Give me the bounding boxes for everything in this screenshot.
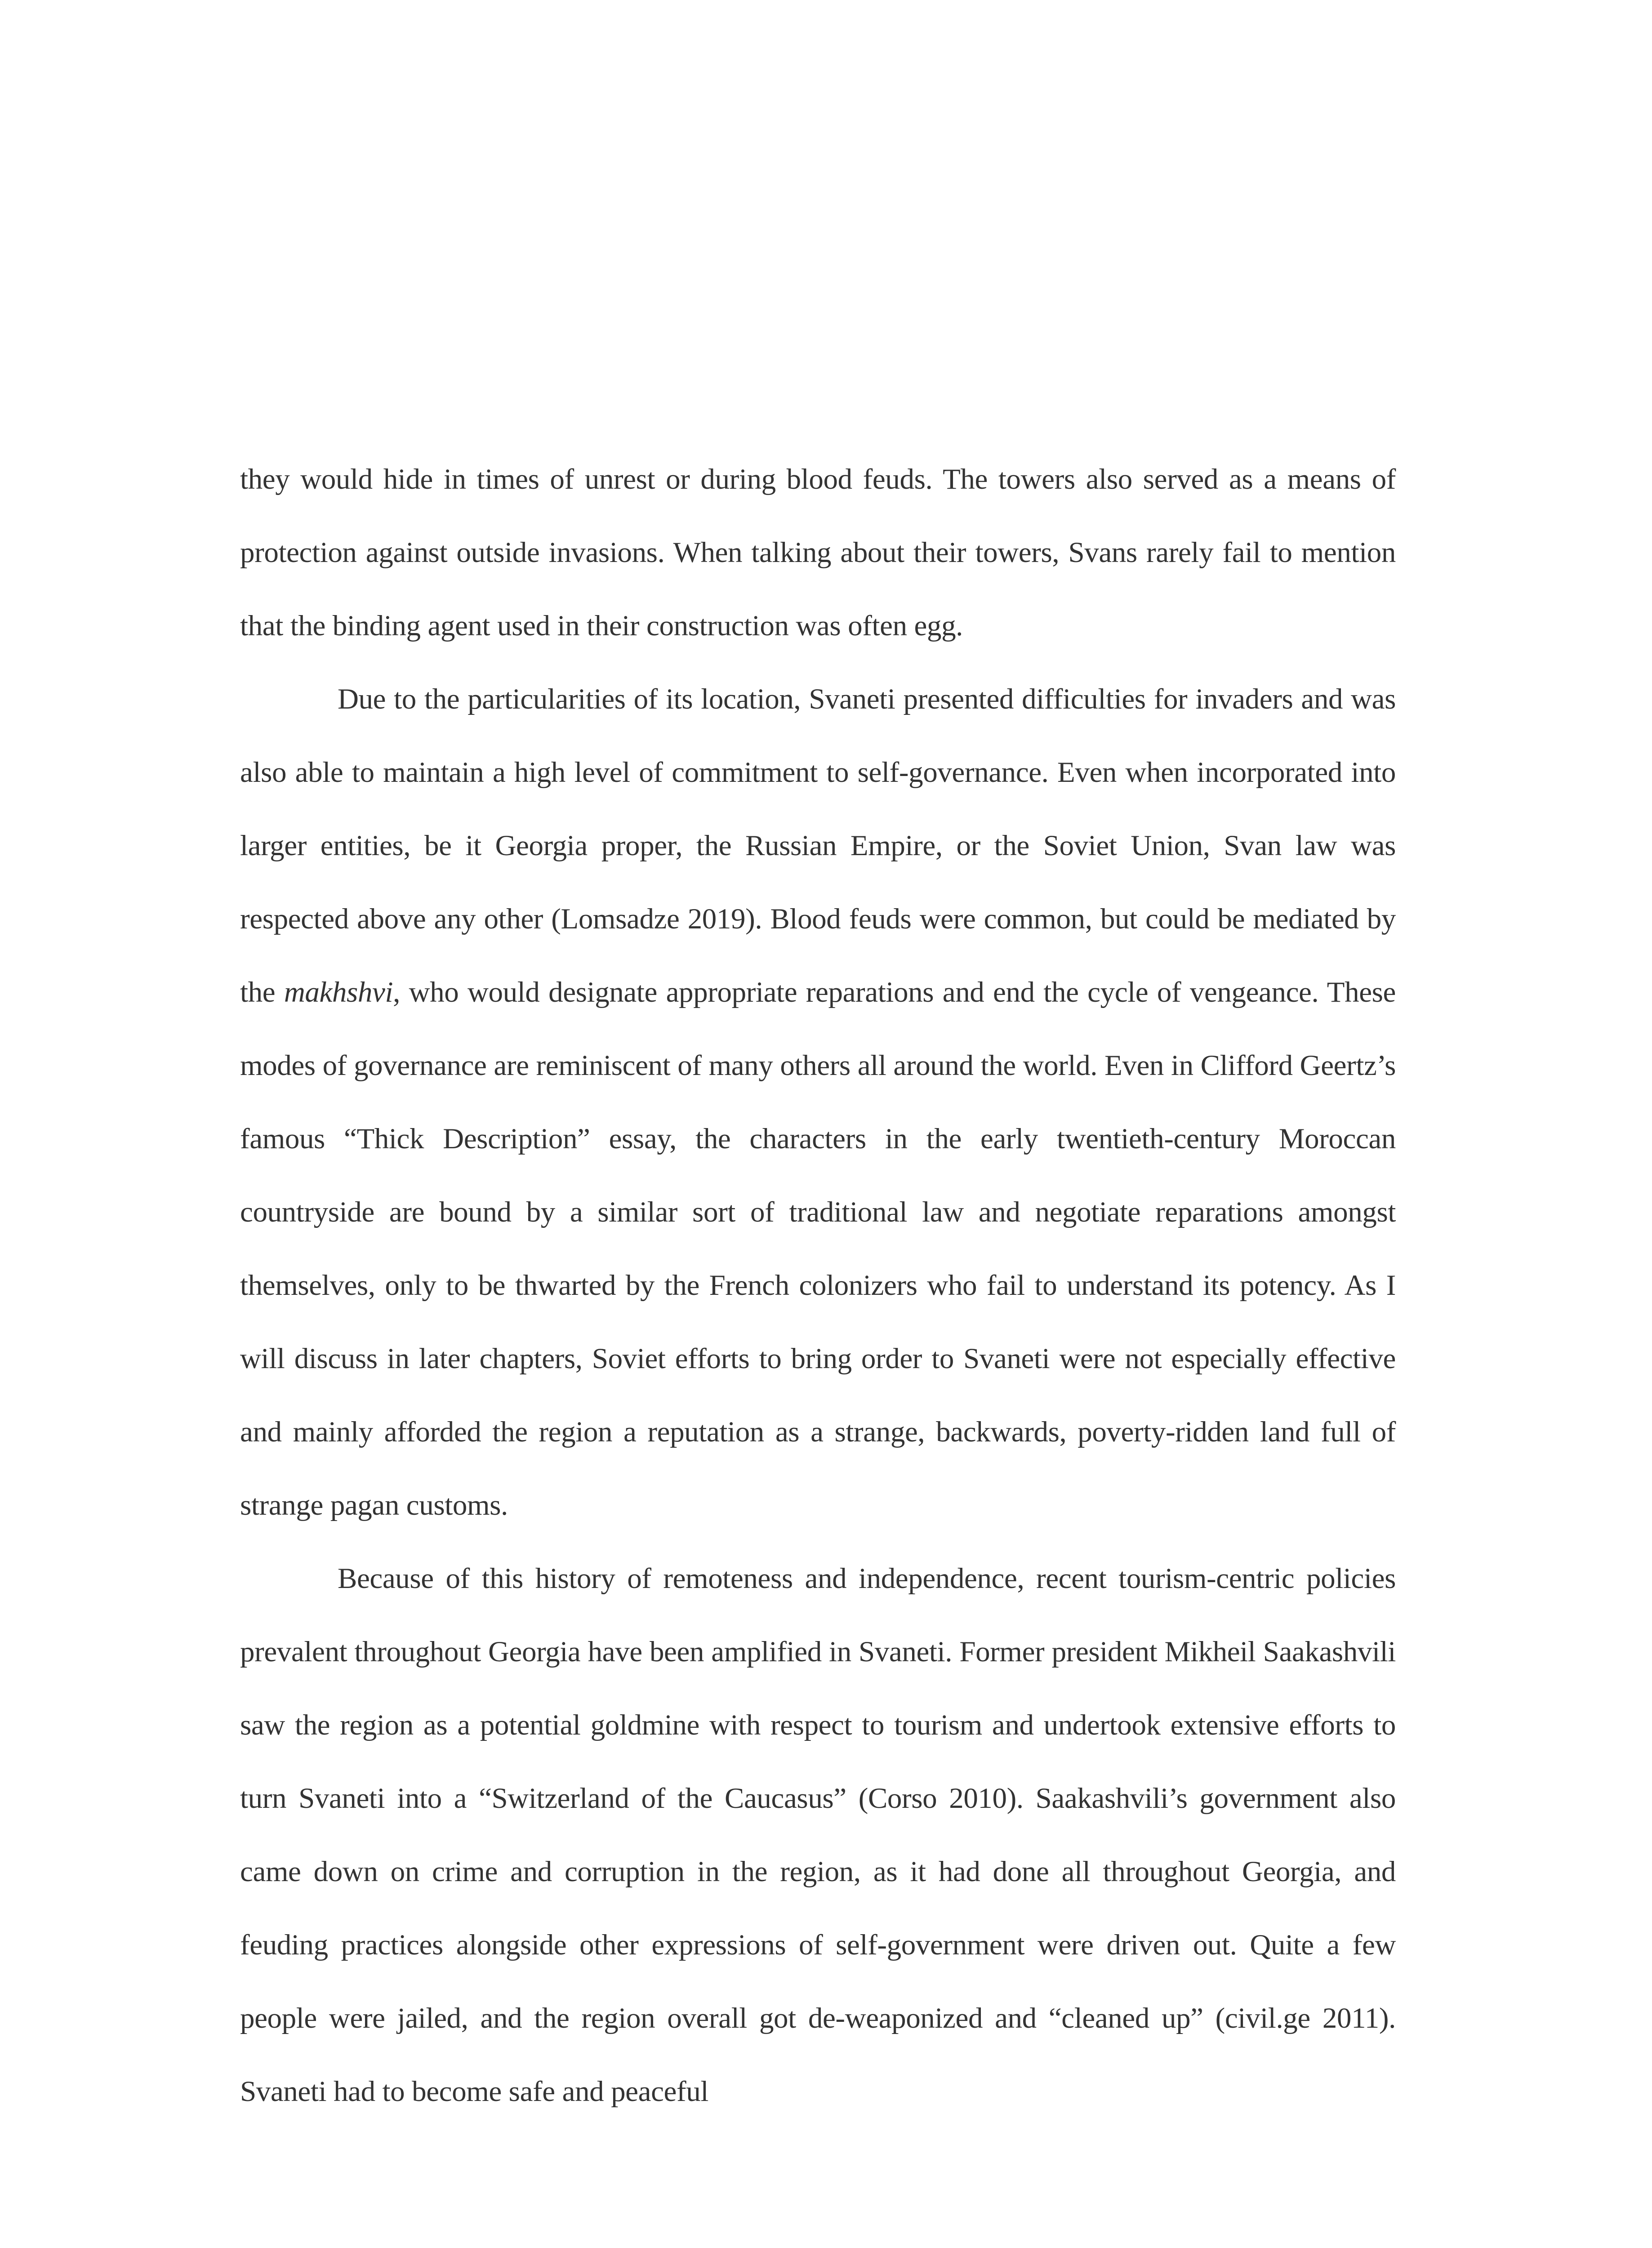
paragraph-1: they would hide in times of unrest or during blood feuds. The towers also served as a means of protection against outside invasions. When talking about their towers, Svans rarely fail to mention that the binding agent used in their construction was often egg.	[240, 463, 1396, 642]
paragraph-2-text-end: , who would designate appropriate reparations and end the cycle of vengeance. These modes of governance are reminiscent of many others all around the world. Even in Clifford Geertz’s famous “Thick Description” essay, the characters in the early twentieth-century Moroccan countryside are bound by a similar sort of traditional law and negotiate reparations amongst themselves, only to be thwarted by the French colonizers who fail to understand its potency. As I will discuss in later chapters, Soviet efforts to bring order to Svaneti were not especially effective and mainly afforded the region a reputation as a strange, backwards, poverty-ridden land full of strange pagan customs.	[240, 976, 1396, 1521]
paragraph-3: Because of this history of remoteness and independence, recent tourism-centric policies prevalent throughout Georgia have been amplified in Svaneti. Former president Mikheil Saakashvili saw the region as a potential goldmine with respect to tourism and undertook extensive efforts to turn Svaneti into a “Switzerland of the Caucasus” (Corso 2010). Saakashvili’s government also came down on crime and corruption in the region, as it had done all throughout Georgia, and feuding practices alongside other expressions of self-government were driven out. Quite a few people were jailed, and the region overall got de-weaponized and “cleaned up” (civil.ge 2011). Svaneti had to become safe and peaceful	[240, 1562, 1396, 2108]
body-text	[240, 443, 1396, 2128]
paragraph-2	[240, 663, 1396, 1542]
italic-term-makhshvi: makhshvi	[284, 976, 393, 1008]
paragraph-2-text-start: Due to the particularities of its location, Svaneti presented difficulties for invaders and was also able to maintain a high level of commitment to self-governance. Even when incorporated into larger entities, be it Georgia proper, the Russian Empire, or the Soviet Union, Svan law was respected above any other (Lomsadze 2019). Blood feuds were common, but could be mediated by the	[240, 683, 1396, 1008]
